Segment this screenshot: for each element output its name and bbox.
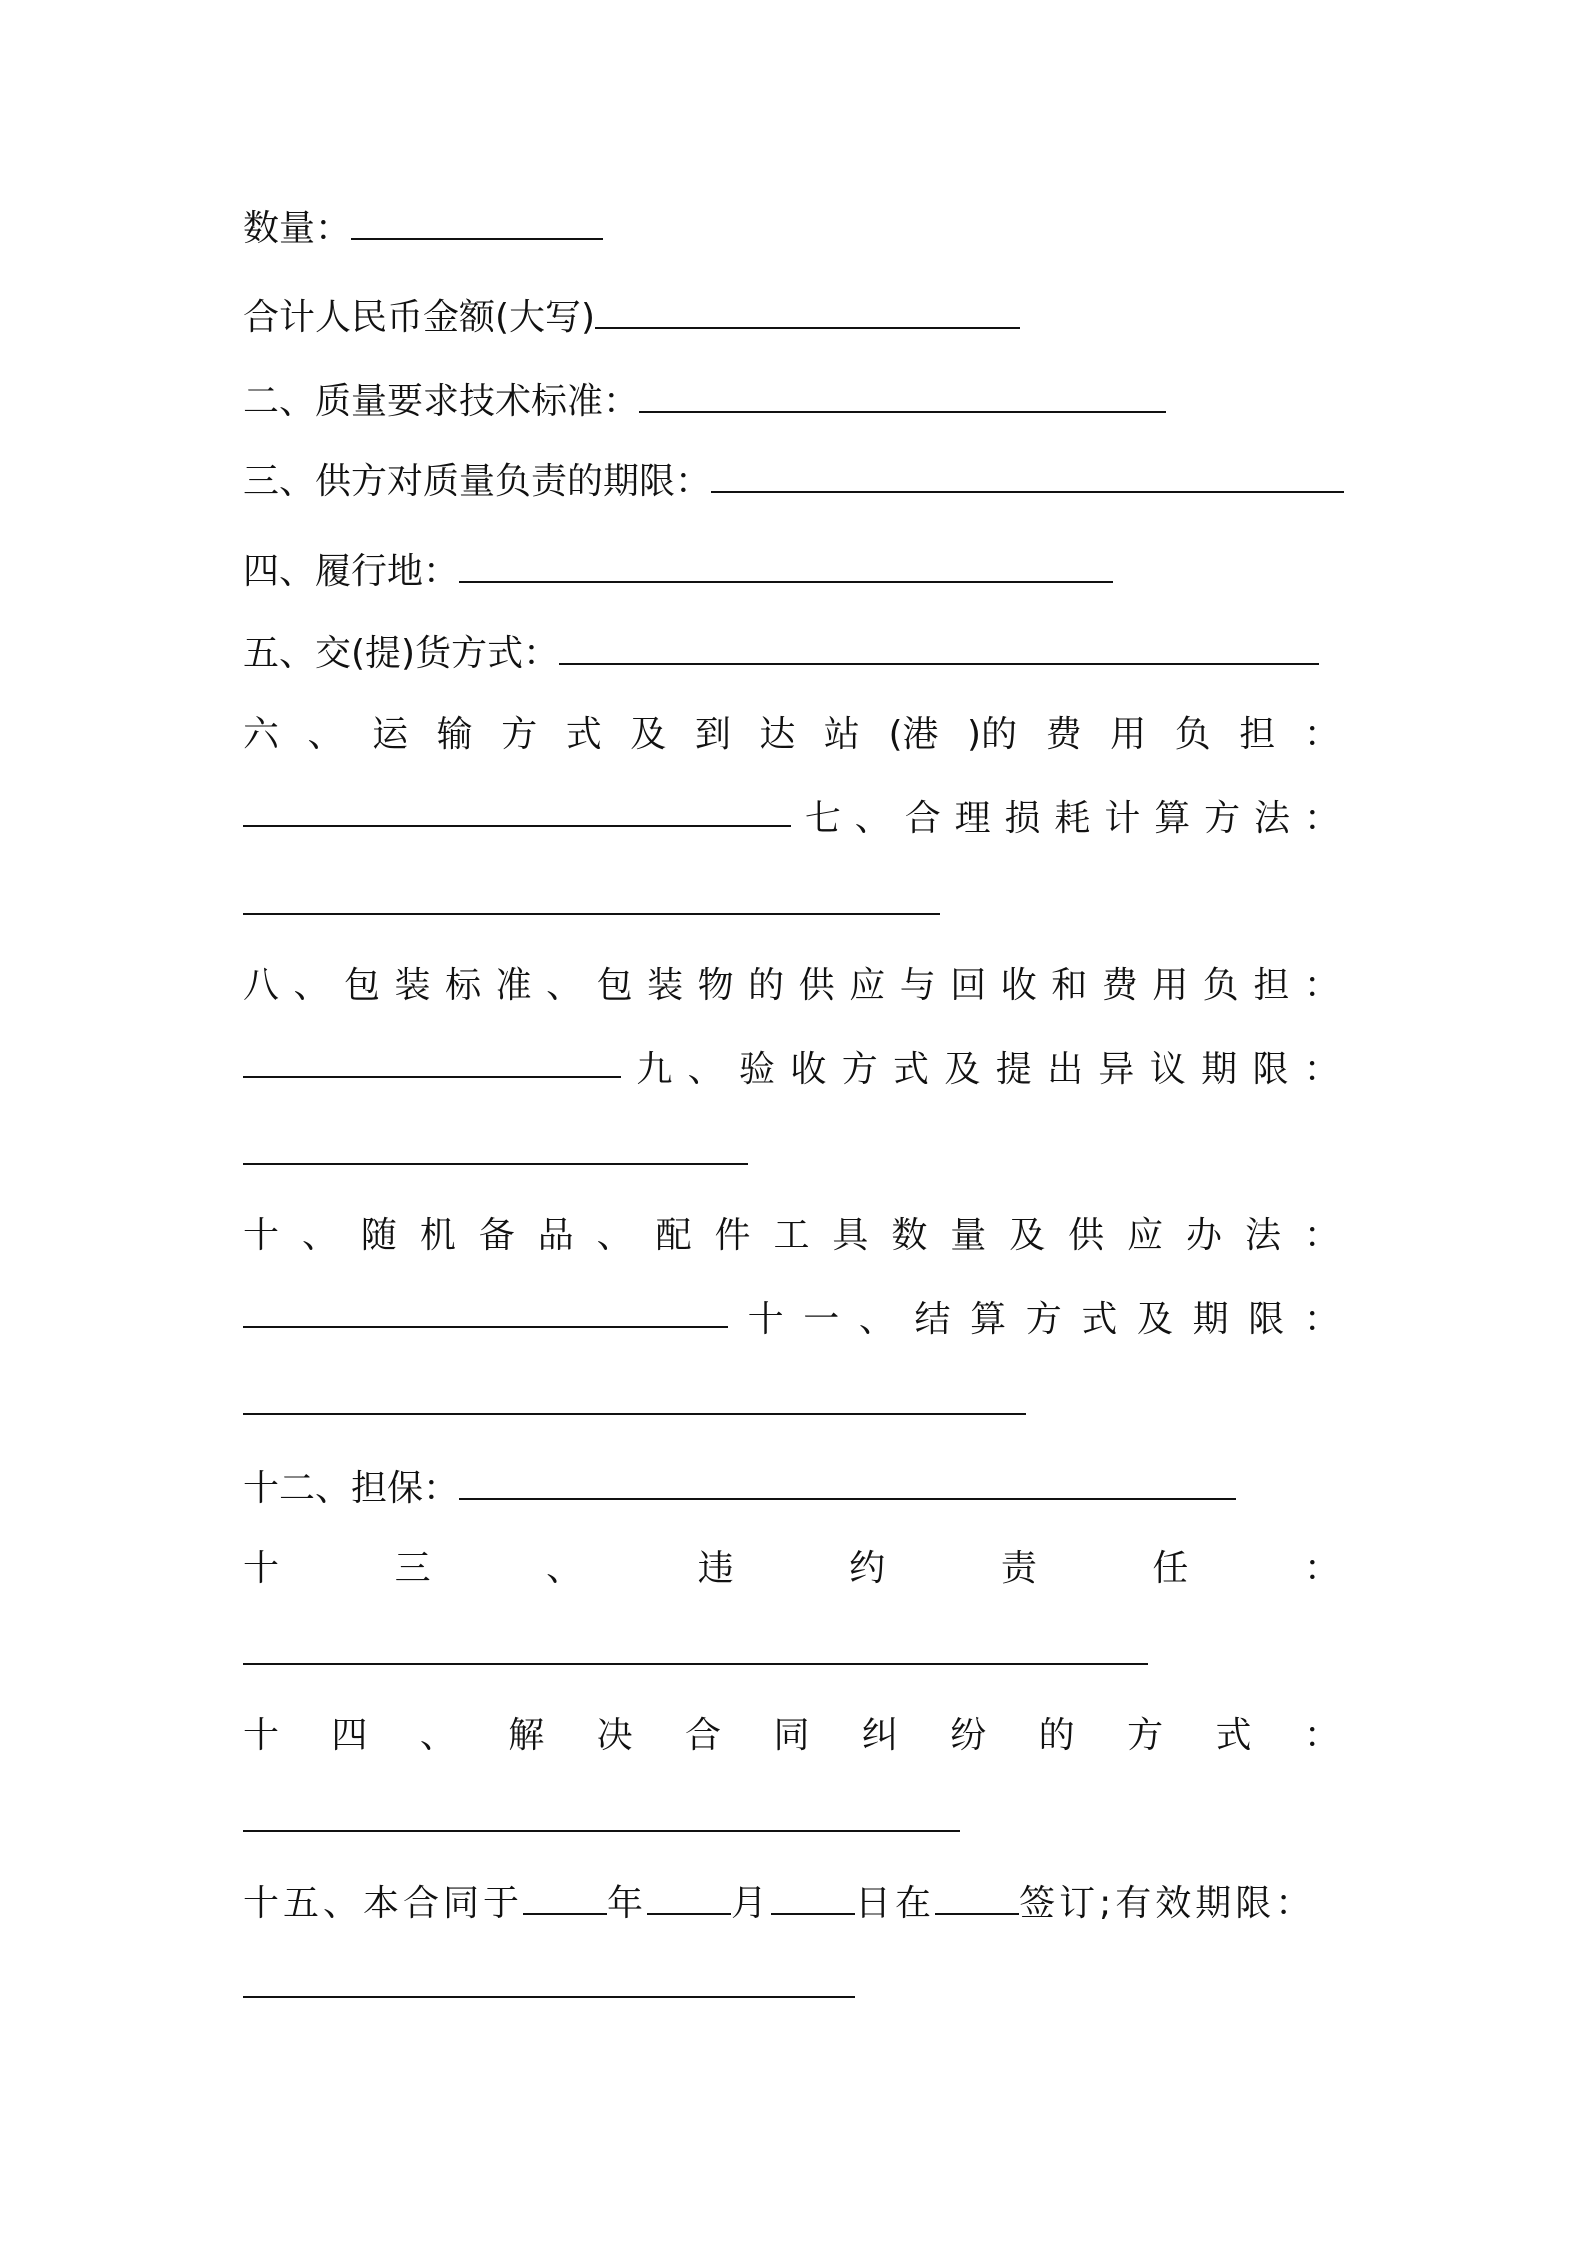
char: 、 xyxy=(293,965,330,1006)
delivery-method-line xyxy=(243,630,1319,678)
char: 包 xyxy=(596,965,633,1006)
char: 随 xyxy=(360,1215,397,1256)
char: 到 xyxy=(694,714,731,755)
char: 十 xyxy=(243,1215,280,1256)
char: 九 xyxy=(636,1049,673,1090)
char: 提 xyxy=(995,1049,1032,1090)
place-line xyxy=(243,548,1113,596)
liability-line xyxy=(243,1545,1340,1593)
transport-cost-blank[interactable] xyxy=(243,795,791,827)
char: 出 xyxy=(1047,1049,1084,1090)
char: 议 xyxy=(1149,1049,1186,1090)
acceptance-blank-line xyxy=(243,1130,748,1178)
char: 与 xyxy=(899,965,936,1006)
spare-parts-blank[interactable] xyxy=(243,1296,728,1328)
char: 三 xyxy=(394,1548,431,1589)
char: 量 xyxy=(950,1215,987,1256)
char: 方 xyxy=(1204,798,1241,839)
char: 运 xyxy=(372,714,409,755)
char: ： xyxy=(1303,798,1340,839)
char: 十 xyxy=(243,1715,280,1756)
char: 准 xyxy=(495,965,532,1006)
loss-calc-line xyxy=(243,795,1340,843)
char: 理 xyxy=(954,798,991,839)
char: 耗 xyxy=(1054,798,1091,839)
char: 合 xyxy=(904,798,941,839)
char: 法 xyxy=(1244,1215,1281,1256)
char: 配 xyxy=(655,1215,692,1256)
char: 解 xyxy=(508,1715,545,1756)
char: 结 xyxy=(914,1299,951,1340)
char: 及 xyxy=(630,714,667,755)
char: 应 xyxy=(1127,1215,1164,1256)
char: 纷 xyxy=(950,1715,987,1756)
packaging-line xyxy=(243,962,1340,1010)
signing-label-a: 十五、本合同于 xyxy=(243,1883,524,1924)
quality-period-line xyxy=(243,458,1344,506)
char: 供 xyxy=(1068,1215,1105,1256)
quantity-blank[interactable] xyxy=(351,208,603,240)
char: 决 xyxy=(596,1715,633,1756)
quantity-label: 数量： xyxy=(243,208,352,249)
char: 同 xyxy=(773,1715,810,1756)
char: 担 xyxy=(1239,714,1276,755)
char: 方 xyxy=(841,1049,878,1090)
char: 数 xyxy=(891,1215,928,1256)
char: 损 xyxy=(1004,798,1041,839)
char: 、 xyxy=(307,714,344,755)
char: 的 xyxy=(1038,1715,1075,1756)
char: 备 xyxy=(478,1215,515,1256)
char: 用 xyxy=(1110,714,1147,755)
char: 件 xyxy=(714,1215,751,1256)
delivery-method-blank[interactable] xyxy=(559,633,1319,665)
year-blank[interactable] xyxy=(523,1883,607,1915)
char: 、 xyxy=(546,965,583,1006)
char: 办 xyxy=(1186,1215,1223,1256)
quality-period-label: 三、供方对质量负责的期限： xyxy=(243,461,712,502)
char: 约 xyxy=(849,1548,886,1589)
day-blank[interactable] xyxy=(771,1883,855,1915)
settlement-blank[interactable] xyxy=(243,1383,1026,1415)
signing-label-b: 年 xyxy=(607,1883,648,1924)
char: 回 xyxy=(950,965,987,1006)
char: 方 xyxy=(1127,1715,1164,1756)
dispute-blank-line xyxy=(243,1797,960,1845)
char: (港 xyxy=(888,714,939,755)
quality-standard-blank[interactable] xyxy=(639,381,1166,413)
char: 八 xyxy=(243,965,280,1006)
loss-calc-blank[interactable] xyxy=(243,883,940,915)
char: 限 xyxy=(1252,1049,1289,1090)
guarantee-line xyxy=(243,1465,1236,1513)
char: 供 xyxy=(798,965,835,1006)
char: 法 xyxy=(1254,798,1291,839)
char: 及 xyxy=(944,1049,981,1090)
char: 合 xyxy=(685,1715,722,1756)
char: 、 xyxy=(419,1715,456,1756)
char: ： xyxy=(1303,1049,1340,1090)
char: 和 xyxy=(1051,965,1088,1006)
char: 算 xyxy=(1154,798,1191,839)
char: ： xyxy=(1303,714,1340,755)
char: 站 xyxy=(823,714,860,755)
char: ： xyxy=(1303,1215,1340,1256)
char: 六 xyxy=(243,714,280,755)
char: 装 xyxy=(394,965,431,1006)
char: 装 xyxy=(647,965,684,1006)
char: 、 xyxy=(854,798,891,839)
char: 标 xyxy=(445,965,482,1006)
place-blank[interactable] xyxy=(459,551,1113,583)
validity-blank[interactable] xyxy=(243,1966,855,1998)
signing-line xyxy=(243,1880,1315,1928)
acceptance-line xyxy=(243,1046,1340,1094)
char: 一 xyxy=(803,1299,840,1340)
char: 异 xyxy=(1098,1049,1135,1090)
quality-standard-line xyxy=(243,378,1166,426)
total-amount-line xyxy=(243,294,1020,342)
guarantee-label: 十二、担保： xyxy=(243,1468,460,1509)
char: 工 xyxy=(773,1215,810,1256)
place-signing-blank[interactable] xyxy=(935,1883,1019,1915)
char: 责 xyxy=(1000,1548,1037,1589)
char: 纠 xyxy=(861,1715,898,1756)
char: 负 xyxy=(1174,714,1211,755)
validity-blank-line xyxy=(243,1963,855,2011)
dispute-line xyxy=(243,1712,1340,1760)
char: 方 xyxy=(1025,1299,1062,1340)
char: 、 xyxy=(687,1049,724,1090)
char: 方 xyxy=(501,714,538,755)
char: 品 xyxy=(537,1215,574,1256)
char: 输 xyxy=(436,714,473,755)
char: 计 xyxy=(1104,798,1141,839)
char: ： xyxy=(1303,1715,1340,1756)
packaging-blank[interactable] xyxy=(243,1046,621,1078)
char: ： xyxy=(1303,965,1340,1006)
char: 、 xyxy=(301,1215,338,1256)
char: 任 xyxy=(1152,1548,1189,1589)
char: 应 xyxy=(849,965,886,1006)
char: 违 xyxy=(697,1548,734,1589)
spare-parts-line xyxy=(243,1212,1340,1260)
guarantee-blank[interactable] xyxy=(459,1468,1236,1500)
settlement-line xyxy=(243,1296,1340,1344)
char: 、 xyxy=(858,1299,895,1340)
transport-cost-line xyxy=(243,711,1340,759)
char: 算 xyxy=(970,1299,1007,1340)
char: )的 xyxy=(967,714,1018,755)
char: 、 xyxy=(596,1215,633,1256)
char: 、 xyxy=(546,1548,583,1589)
char: 负 xyxy=(1202,965,1239,1006)
char: 达 xyxy=(759,714,796,755)
acceptance-blank[interactable] xyxy=(243,1133,748,1165)
quality-standard-label: 二、质量要求技术标准： xyxy=(243,381,640,422)
place-label: 四、履行地： xyxy=(243,551,460,592)
signing-label-e: 签订;有效期限： xyxy=(1019,1883,1316,1924)
total-amount-label: 合计人民币金额(大写) xyxy=(243,297,596,338)
liability-blank[interactable] xyxy=(243,1633,1148,1665)
char: 费 xyxy=(1101,965,1138,1006)
char: 担 xyxy=(1253,965,1290,1006)
char: 限 xyxy=(1248,1299,1285,1340)
liability-blank-line xyxy=(243,1630,1148,1678)
quantity-line xyxy=(243,205,603,253)
signing-label-d: 日在 xyxy=(855,1883,936,1924)
char: 式 xyxy=(565,714,602,755)
char: 及 xyxy=(1009,1215,1046,1256)
month-blank[interactable] xyxy=(647,1883,731,1915)
char: 收 xyxy=(790,1049,827,1090)
char: 十 xyxy=(243,1548,280,1589)
char: 期 xyxy=(1192,1299,1229,1340)
char: 四 xyxy=(331,1715,368,1756)
quality-period-blank[interactable] xyxy=(711,461,1344,493)
char: 式 xyxy=(893,1049,930,1090)
char: 十 xyxy=(747,1299,784,1340)
loss-calc-blank-line xyxy=(243,880,940,928)
char: ： xyxy=(1303,1299,1340,1340)
char: 用 xyxy=(1152,965,1189,1006)
signing-label-c: 月 xyxy=(731,1883,772,1924)
char: 期 xyxy=(1201,1049,1238,1090)
dispute-blank[interactable] xyxy=(243,1800,960,1832)
char: 费 xyxy=(1045,714,1082,755)
char: ： xyxy=(1303,1548,1340,1589)
char: 具 xyxy=(832,1215,869,1256)
char: 包 xyxy=(344,965,381,1006)
char: 式 xyxy=(1081,1299,1118,1340)
delivery-method-label: 五、交(提)货方式： xyxy=(243,633,560,674)
char: 验 xyxy=(739,1049,776,1090)
settlement-blank-line xyxy=(243,1380,1026,1428)
char: 七 xyxy=(804,798,841,839)
char: 的 xyxy=(748,965,785,1006)
char: 机 xyxy=(419,1215,456,1256)
char: 及 xyxy=(1136,1299,1173,1340)
char: 收 xyxy=(1000,965,1037,1006)
char: 物 xyxy=(697,965,734,1006)
char: 式 xyxy=(1215,1715,1252,1756)
total-amount-blank[interactable] xyxy=(595,297,1020,329)
